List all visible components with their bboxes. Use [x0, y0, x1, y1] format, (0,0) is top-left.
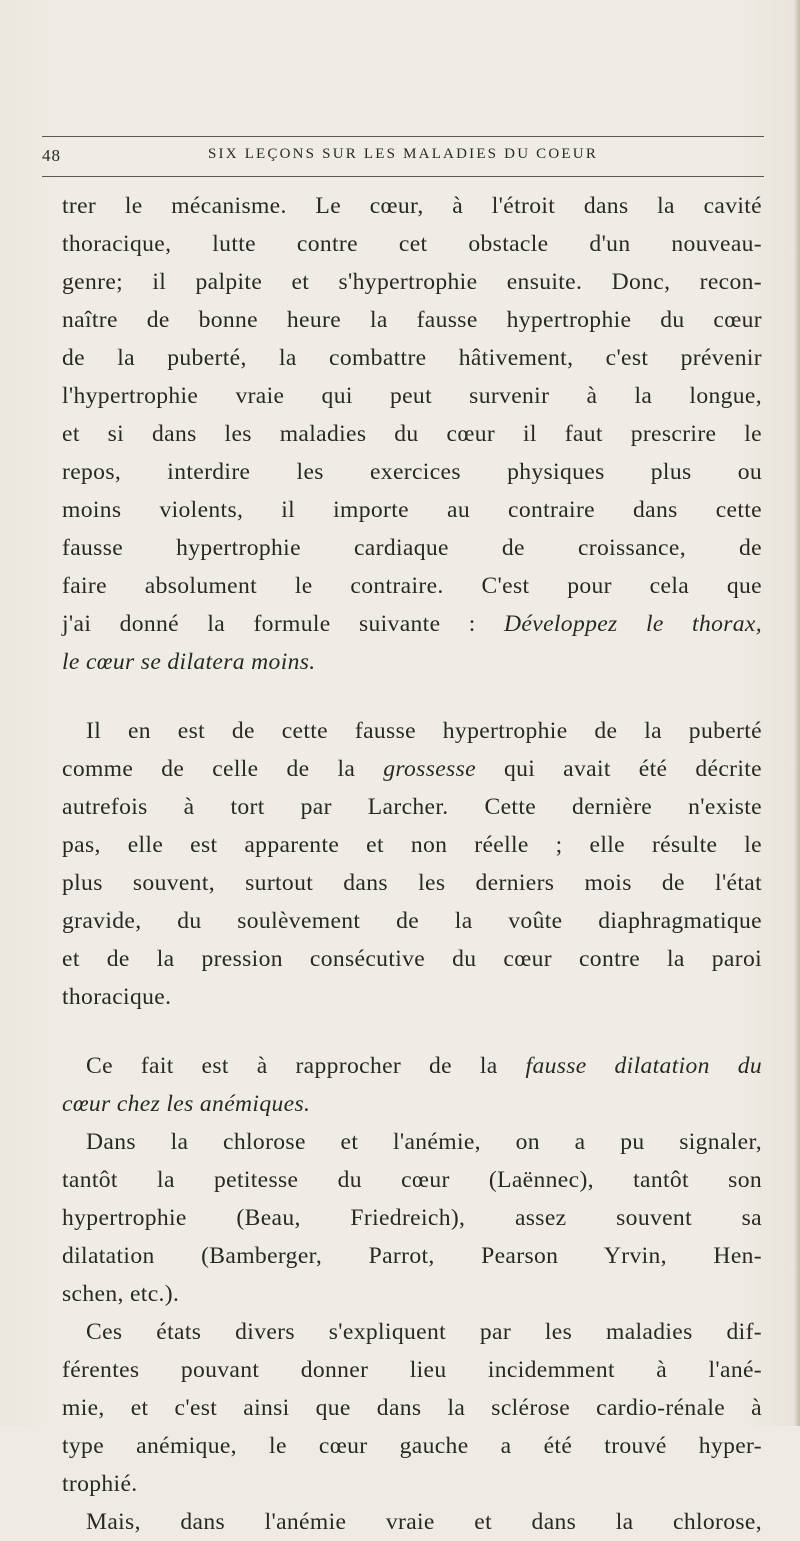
header-rule-top — [42, 136, 764, 137]
text-line: trer le mécanisme. Le cœur, à l'étroit dans la cavité — [62, 193, 762, 219]
italic-term: cœur chez les anémiques. — [62, 1091, 311, 1117]
header-rule-bottom — [42, 176, 764, 177]
text-line: et si dans les maladies du cœur il faut prescrire le — [62, 421, 762, 447]
text-line: hypertrophie (Beau, Friedreich), assez souvent sa — [62, 1205, 762, 1231]
text-line: fausse hypertrophie cardiaque de croissance, de — [62, 535, 762, 561]
text-line: l'hypertrophie vraie qui peut survenir à la longue, — [62, 383, 762, 409]
text-line: schen, etc.). — [62, 1281, 180, 1307]
text-span: Ce fait est à rapprocher de la — [86, 1053, 526, 1079]
italic-formula: Développez le thorax, — [504, 611, 762, 637]
italic-term: fausse dilatation du — [525, 1053, 762, 1079]
text-line: type anémique, le cœur gauche a été trouvé hyper- — [62, 1433, 762, 1459]
text-line: tantôt la petitesse du cœur (Laënnec), tantôt son — [62, 1167, 762, 1193]
paragraph-gap — [62, 1016, 762, 1047]
paragraph-2 — [62, 712, 762, 1016]
text-line: férentes pouvant donner lieu incidemment à l'ané- — [62, 1357, 762, 1383]
running-header — [42, 146, 764, 172]
text-line: et de la pression consécutive du cœur contre la paroi — [62, 946, 762, 972]
paragraph-4 — [62, 1123, 762, 1313]
text-line: Dans la chlorose et l'anémie, on a pu signaler, — [86, 1129, 762, 1155]
text-line: Il en est de cette fausse hypertrophie de la puberté — [86, 718, 762, 744]
text-line: thoracique, lutte contre cet obstacle d'un nouveau- — [62, 231, 762, 257]
text-line: de la puberté, la combattre hâtivement, c'est prévenir — [62, 345, 762, 371]
text-line: moins violents, il importe au contraire dans cette — [62, 497, 762, 523]
paragraph-1 — [62, 187, 762, 681]
running-title: SIX LEÇONS SUR LES MALADIES DU COEUR — [207, 146, 599, 162]
text-line: repos, interdire les exercices physiques plus ou — [62, 459, 762, 485]
text-line: faire absolument le contraire. C'est pour cela que — [62, 573, 762, 599]
paragraph-5 — [62, 1313, 762, 1503]
text-span: j'ai donné la formule suivante : — [62, 611, 505, 637]
text-line: autrefois à tort par Larcher. Cette dernière n'existe — [62, 794, 762, 820]
page-edge-shadow — [794, 0, 800, 1426]
text-line: naître de bonne heure la fausse hypertrophie du cœur — [62, 307, 762, 333]
text-line: thoracique. — [62, 984, 172, 1010]
italic-term: grossesse — [383, 756, 476, 782]
text-line: genre; il palpite et s'hypertrophie ensuite. Donc, recon- — [62, 269, 762, 295]
paragraph-gap — [62, 681, 762, 712]
body-text — [62, 187, 762, 1541]
text-line: Mais, dans l'anémie vraie et dans la chlorose, — [86, 1509, 762, 1535]
text-line — [62, 1085, 762, 1123]
text-line: trophié. — [62, 1471, 138, 1497]
text-line — [62, 1047, 762, 1085]
text-line: mie, et c'est ainsi que dans la sclérose cardio-rénale à — [62, 1395, 762, 1421]
page-number: 48 — [42, 146, 61, 165]
text-line — [62, 750, 762, 788]
text-line: plus souvent, surtout dans les derniers mois de l'état — [62, 870, 762, 896]
paragraph-3 — [62, 1047, 762, 1123]
text-line — [62, 643, 762, 681]
text-line: dilatation (Bamberger, Parrot, Pearson Yrvin, Hen- — [62, 1243, 762, 1269]
italic-formula-end: le cœur se dilatera moins. — [62, 649, 316, 675]
text-line: gravide, du soulèvement de la voûte diaphragmatique — [62, 908, 762, 934]
text-line: pas, elle est apparente et non réelle ; elle résulte le — [62, 832, 762, 858]
text-line — [62, 605, 762, 643]
text-line: Ces états divers s'expliquent par les maladies dif- — [86, 1319, 762, 1345]
text-span: comme de celle de la — [62, 756, 384, 782]
text-span: qui avait été décrite — [475, 756, 762, 782]
paragraph-6 — [62, 1503, 762, 1541]
